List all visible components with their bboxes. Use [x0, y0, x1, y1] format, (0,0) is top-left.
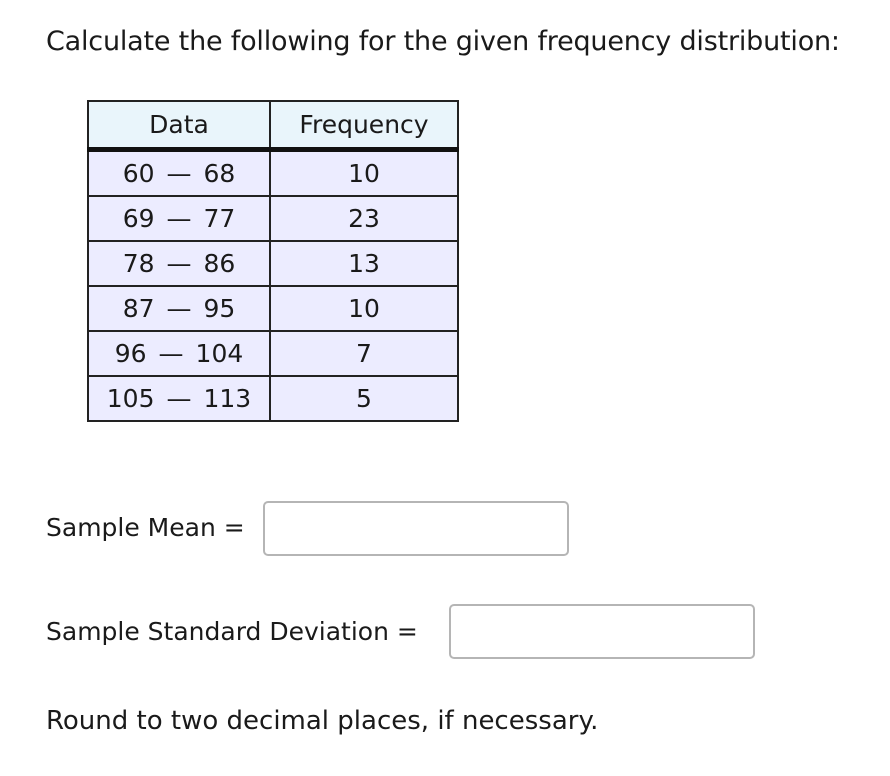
class-upper-limit: 86 [203, 249, 236, 278]
class-interval [88, 286, 270, 331]
range-dash: — [158, 339, 184, 368]
range-dash: — [166, 159, 192, 188]
class-frequency: 23 [270, 196, 458, 241]
range-dash: — [166, 249, 192, 278]
class-frequency: 10 [270, 150, 458, 197]
question-prompt: Calculate the following for the given frequency distribution: [46, 26, 840, 57]
class-interval [88, 241, 270, 286]
table-row [88, 331, 458, 376]
class-frequency: 13 [270, 241, 458, 286]
class-upper-limit: 113 [203, 384, 252, 413]
range-dash: — [166, 204, 192, 233]
class-upper-limit: 68 [203, 159, 236, 188]
table-header-row [88, 101, 458, 150]
class-lower-limit: 96 [114, 339, 147, 368]
table-row [88, 150, 458, 197]
sample-mean-label: Sample Mean = [46, 513, 245, 542]
class-lower-limit: 78 [122, 249, 155, 278]
class-lower-limit: 60 [122, 159, 155, 188]
frequency-table [87, 100, 459, 422]
rounding-instruction: Round to two decimal places, if necessary. [46, 706, 599, 736]
table-row [88, 286, 458, 331]
class-frequency: 10 [270, 286, 458, 331]
class-interval [88, 150, 270, 197]
class-interval [88, 331, 270, 376]
class-upper-limit: 77 [203, 204, 236, 233]
sample-stdev-label: Sample Standard Deviation = [46, 617, 418, 646]
class-lower-limit: 87 [122, 294, 155, 323]
class-interval [88, 196, 270, 241]
class-lower-limit: 69 [122, 204, 155, 233]
class-lower-limit: 105 [106, 384, 155, 413]
table-row [88, 241, 458, 286]
class-upper-limit: 104 [195, 339, 244, 368]
class-frequency: 7 [270, 331, 458, 376]
class-frequency: 5 [270, 376, 458, 421]
class-interval [88, 376, 270, 421]
range-dash: — [166, 384, 192, 413]
range-dash: — [166, 294, 192, 323]
class-upper-limit: 95 [203, 294, 236, 323]
sample-stdev-input[interactable] [449, 604, 755, 659]
sample-mean-input[interactable] [263, 501, 569, 556]
table-row [88, 376, 458, 421]
header-data: Data [88, 101, 270, 150]
header-frequency: Frequency [270, 101, 458, 150]
table-row [88, 196, 458, 241]
